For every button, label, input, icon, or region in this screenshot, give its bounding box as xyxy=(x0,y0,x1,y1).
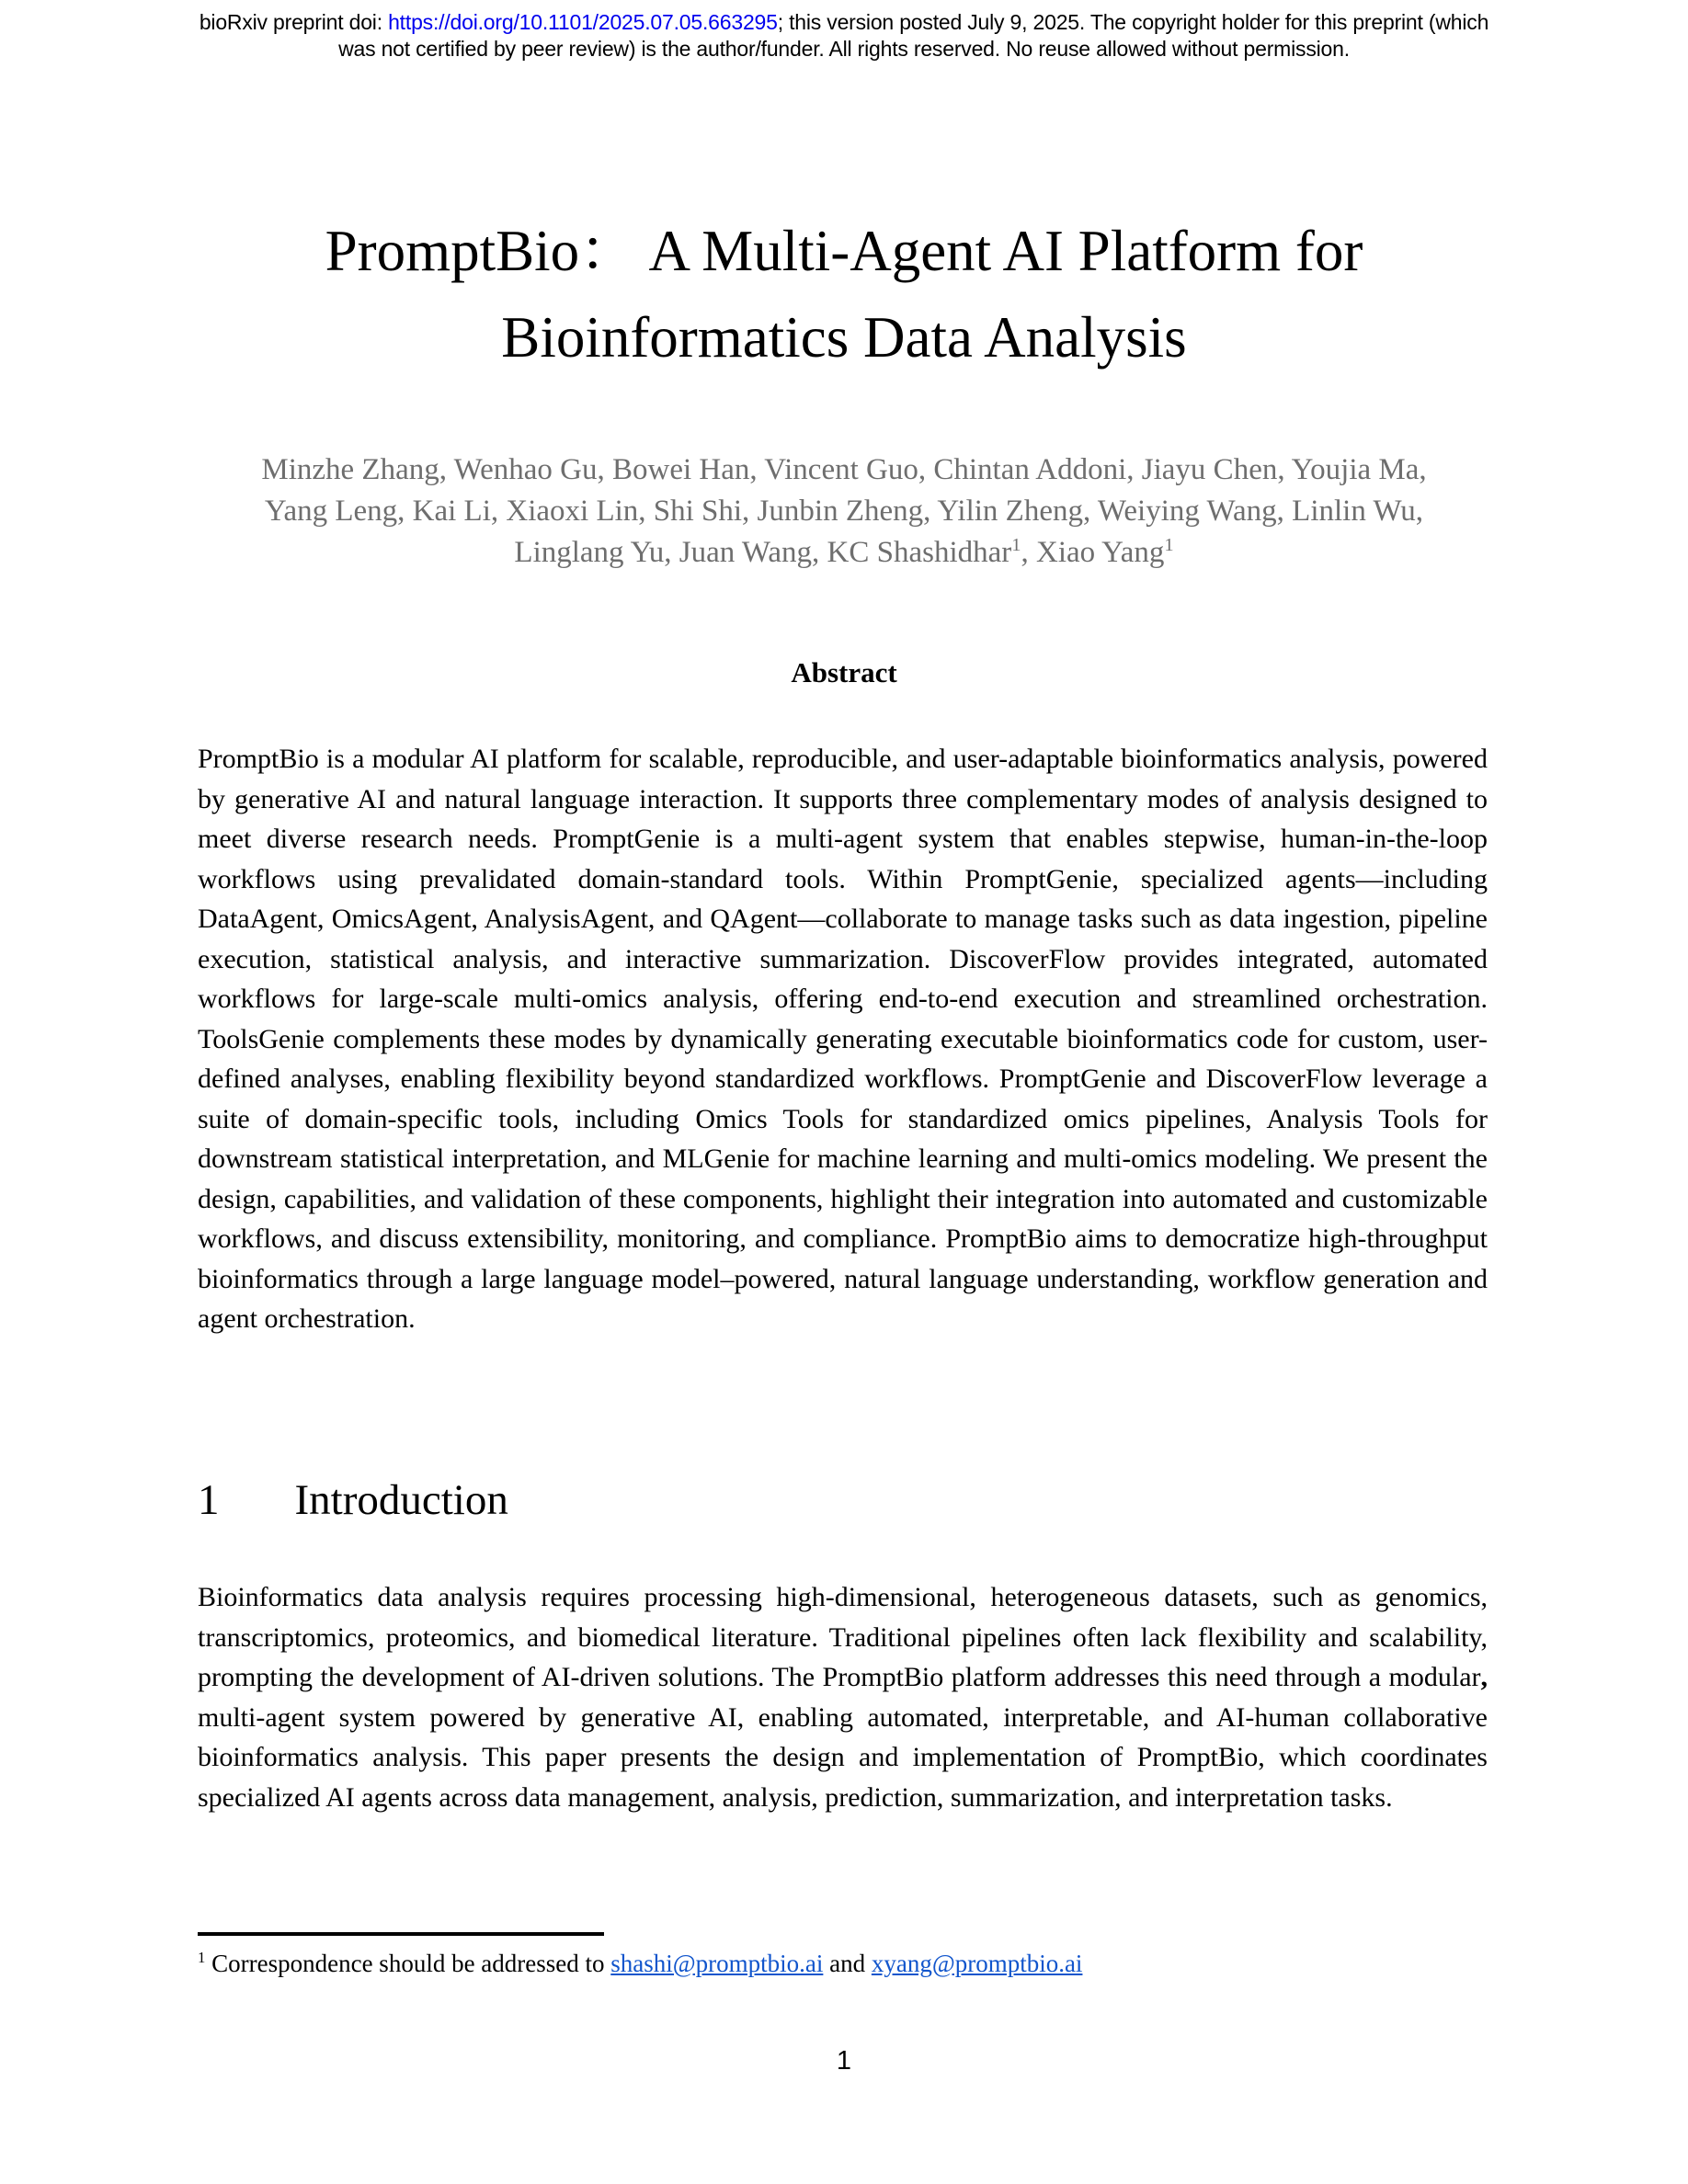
email-link-xyang[interactable]: xyang@promptbio.ai xyxy=(871,1950,1083,1977)
abstract-heading: Abstract xyxy=(791,656,897,688)
author-line-1: Minzhe Zhang, Wenhao Gu, Bowei Han, Vincent Guo, Chintan Addoni, Jiayu Chen, Youjia Ma, xyxy=(261,453,1427,486)
author-line-3-names-cont: , Xiao Yang xyxy=(1021,536,1165,569)
author-line-3-names: Linglang Yu, Juan Wang, KC Shashidhar xyxy=(514,536,1012,569)
page-number: 1 xyxy=(836,2046,852,2076)
doi-link[interactable]: https://doi.org/10.1101/2025.07.05.663295 xyxy=(388,10,778,34)
section-heading-introduction xyxy=(198,1474,508,1526)
author-list xyxy=(0,449,1688,574)
footnote-marker: 1 xyxy=(198,1949,206,1966)
section-number: 1 xyxy=(198,1476,220,1524)
banner-prefix: bioRxiv preprint doi: xyxy=(199,10,389,34)
affiliation-superscript: 1 xyxy=(1164,535,1174,555)
banner-suffix: ; this version posted July 9, 2025. The copyright holder for this preprint (which xyxy=(777,10,1489,34)
footnote-text-and: and xyxy=(823,1950,872,1977)
banner-line-2: was not certified by peer review) is the author/funder. All rights reserved. No reuse allowed without permission. xyxy=(338,37,1350,61)
introduction-text: Bioinformatics data analysis requires processing high-dimensional, heterogeneous datasets, such as genomics, transcriptomics, proteomics, and biomedical literature. Traditional pipelines often lack flexibility and scalability, prompting the development of AI-driven solutions. The PromptBio platform addresses this need through a modular xyxy=(198,1582,1488,1692)
affiliation-superscript: 1 xyxy=(1011,535,1021,555)
introduction-paragraph xyxy=(198,1577,1488,1817)
paper-title-line-1: PromptBio： A Multi-Agent AI Platform for xyxy=(325,219,1363,283)
footnote-text: Correspondence should be addressed to xyxy=(205,1950,611,1977)
abstract-paragraph: PromptBio is a modular AI platform for scalable, reproducible, and user-adaptable bioinformatics analysis, powered by generative AI and natural language interaction. It supports three complementary modes of analysis designed to meet diverse research needs. PromptGenie is a multi-agent system that enables stepwise, human-in-the-loop workflows using prevalidated domain-standard tools. Within PromptGenie, specialized agents—including DataAgent, OmicsAgent, AnalysisAgent, and QAgent—collaborate to manage tasks such as data ingestion, pipeline execution, statistical analysis, and interactive summarization. DiscoverFlow provides integrated, automated workflows for large-scale multi-omics analysis, offering end-to-end execution and streamlined orchestration. ToolsGenie complements these modes by dynamically generating executable bioinformatics code for custom, user-defined analyses, enabling flexibility beyond standardized workflows. PromptGenie and DiscoverFlow leverage a suite of domain-specific tools, including Omics Tools for standardized omics pipelines, Analysis Tools for downstream statistical interpretation, and MLGenie for machine learning and multi-omics modeling. We present the design, capabilities, and validation of these components, highlight their integration into automated and customizable workflows, and discuss extensibility, monitoring, and compliance. PromptBio aims to democratize high-throughput bioinformatics through a large language model–powered, natural language understanding, workflow generation and agent orchestration. xyxy=(198,744,1488,1334)
section-title: Introduction xyxy=(294,1476,508,1524)
paper-title xyxy=(0,208,1688,381)
correspondence-footnote xyxy=(198,1947,1488,1980)
author-line-3 xyxy=(0,532,1688,574)
introduction-text-cont: multi-agent system powered by generative AI, enabling automated, interpretable, and AI-human collaborative bioinformatics analysis. This paper presents the design and implementation of PromptBio, which coordinates specialized AI agents across data management, analysis, prediction, summarization, and interpretation tasks. xyxy=(198,1701,1488,1813)
preprint-banner xyxy=(0,9,1688,63)
banner-line-1 xyxy=(0,9,1688,36)
footnote-divider xyxy=(198,1932,604,1936)
email-link-shashi[interactable]: shashi@promptbio.ai xyxy=(610,1950,824,1977)
introduction-bold-comma: , xyxy=(1480,1662,1488,1692)
author-line-2: Yang Leng, Kai Li, Xiaoxi Lin, Shi Shi, Junbin Zheng, Yilin Zheng, Weiying Wang, Linlin Wu, xyxy=(264,495,1424,528)
paper-title-line-2: Bioinformatics Data Analysis xyxy=(501,305,1187,370)
